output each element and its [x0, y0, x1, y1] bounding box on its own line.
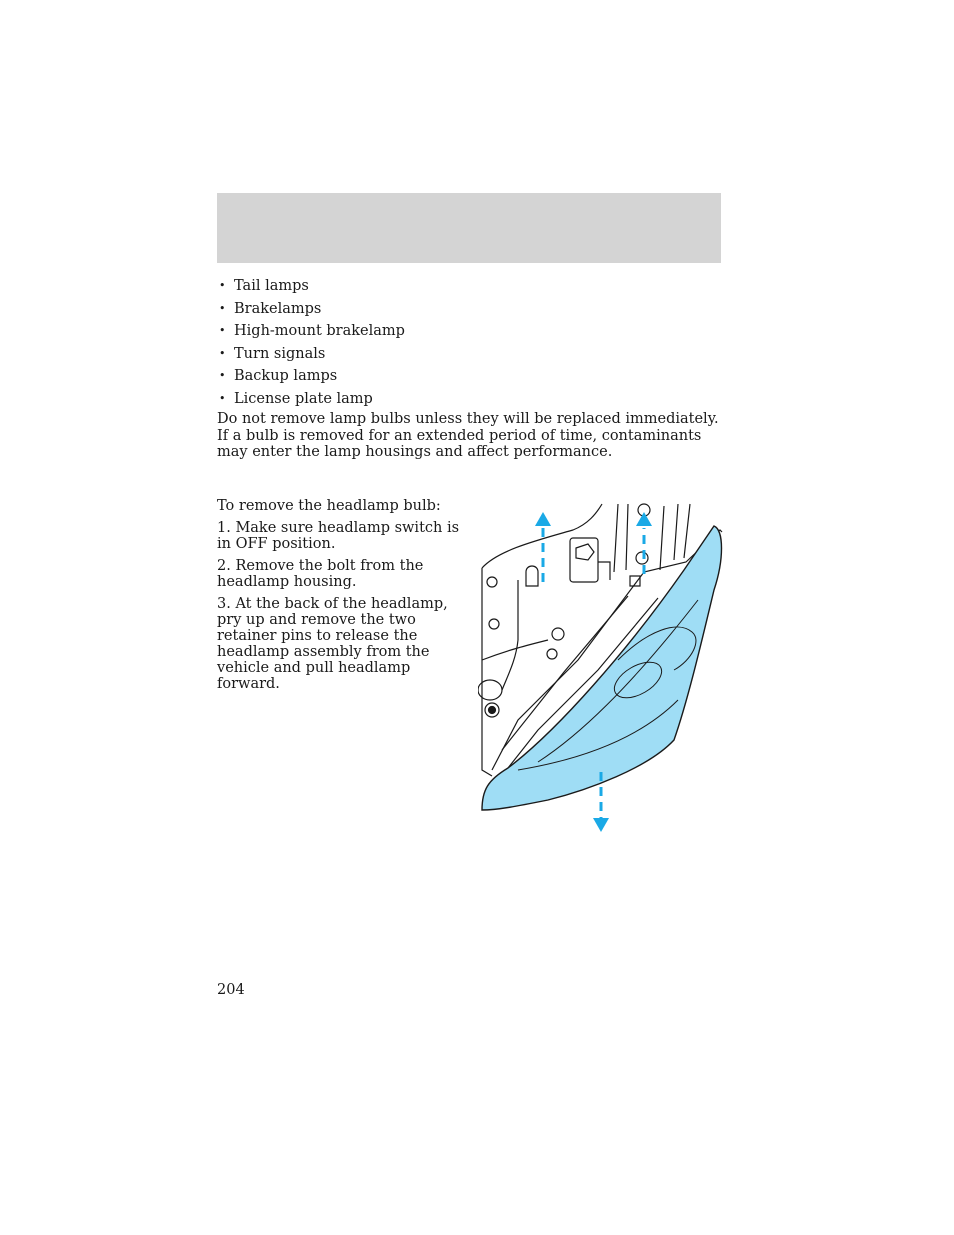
- bullet-icon: •: [219, 301, 226, 315]
- bolt-icon: [576, 544, 594, 560]
- warning-paragraph: Do not remove lamp bulbs unless they will be replaced immediately. If a bulb is removed for an extended period of time, contaminants may enter the lamp housings and affect performance.: [217, 411, 719, 460]
- body-panel-crease: [502, 580, 518, 690]
- arrow-up-icon: [636, 512, 652, 526]
- list-item: • Turn signals: [219, 345, 326, 362]
- body-panel-edge: [482, 568, 492, 776]
- headlamp-removal-illustration: [478, 500, 728, 840]
- step-3: 3. At the back of the headlamp, pry up and remove the two retainer pins to release the headlamp assembly from the vehicle and pull headlamp forward.: [217, 596, 448, 692]
- screw-hole: [547, 649, 557, 659]
- arrow-down-icon: [593, 818, 609, 832]
- instructions: [217, 498, 473, 698]
- list-item: • Backup lamps: [219, 368, 338, 385]
- headlamp-lens: [482, 526, 722, 810]
- bracket: [570, 538, 598, 582]
- bullet-icon: •: [219, 279, 226, 292]
- screw-hole: [552, 628, 564, 640]
- step-2: 2. Remove the bolt from the headlamp housing.: [217, 558, 424, 590]
- page-number: 204: [217, 982, 245, 998]
- instructions-intro: To remove the headlamp bulb:: [217, 498, 441, 514]
- list-item: • License plate lamp: [219, 390, 373, 407]
- list-item: • Brakelamps: [219, 300, 322, 317]
- step-1: 1. Make sure headlamp switch is in OFF position.: [217, 520, 460, 552]
- bullet-icon: •: [219, 391, 226, 405]
- bullet-icon: •: [219, 369, 226, 383]
- bullet-icon: •: [219, 346, 226, 360]
- screw-hole: [636, 552, 648, 564]
- arrow-up-icon: [535, 512, 551, 526]
- section-header-bar: [217, 193, 721, 263]
- lamp-list: [217, 276, 721, 412]
- screw-hole: [487, 577, 497, 587]
- support-rails: [614, 504, 690, 572]
- bracket-tab: [598, 562, 610, 580]
- bullet-icon: •: [219, 324, 226, 338]
- screw-hole: [489, 619, 499, 629]
- list-item: • High-mount brakelamp: [219, 323, 405, 340]
- retainer-pin-left: [526, 566, 538, 586]
- bolt-head-center: [489, 707, 496, 714]
- list-item: • Tail lamps: [219, 278, 309, 294]
